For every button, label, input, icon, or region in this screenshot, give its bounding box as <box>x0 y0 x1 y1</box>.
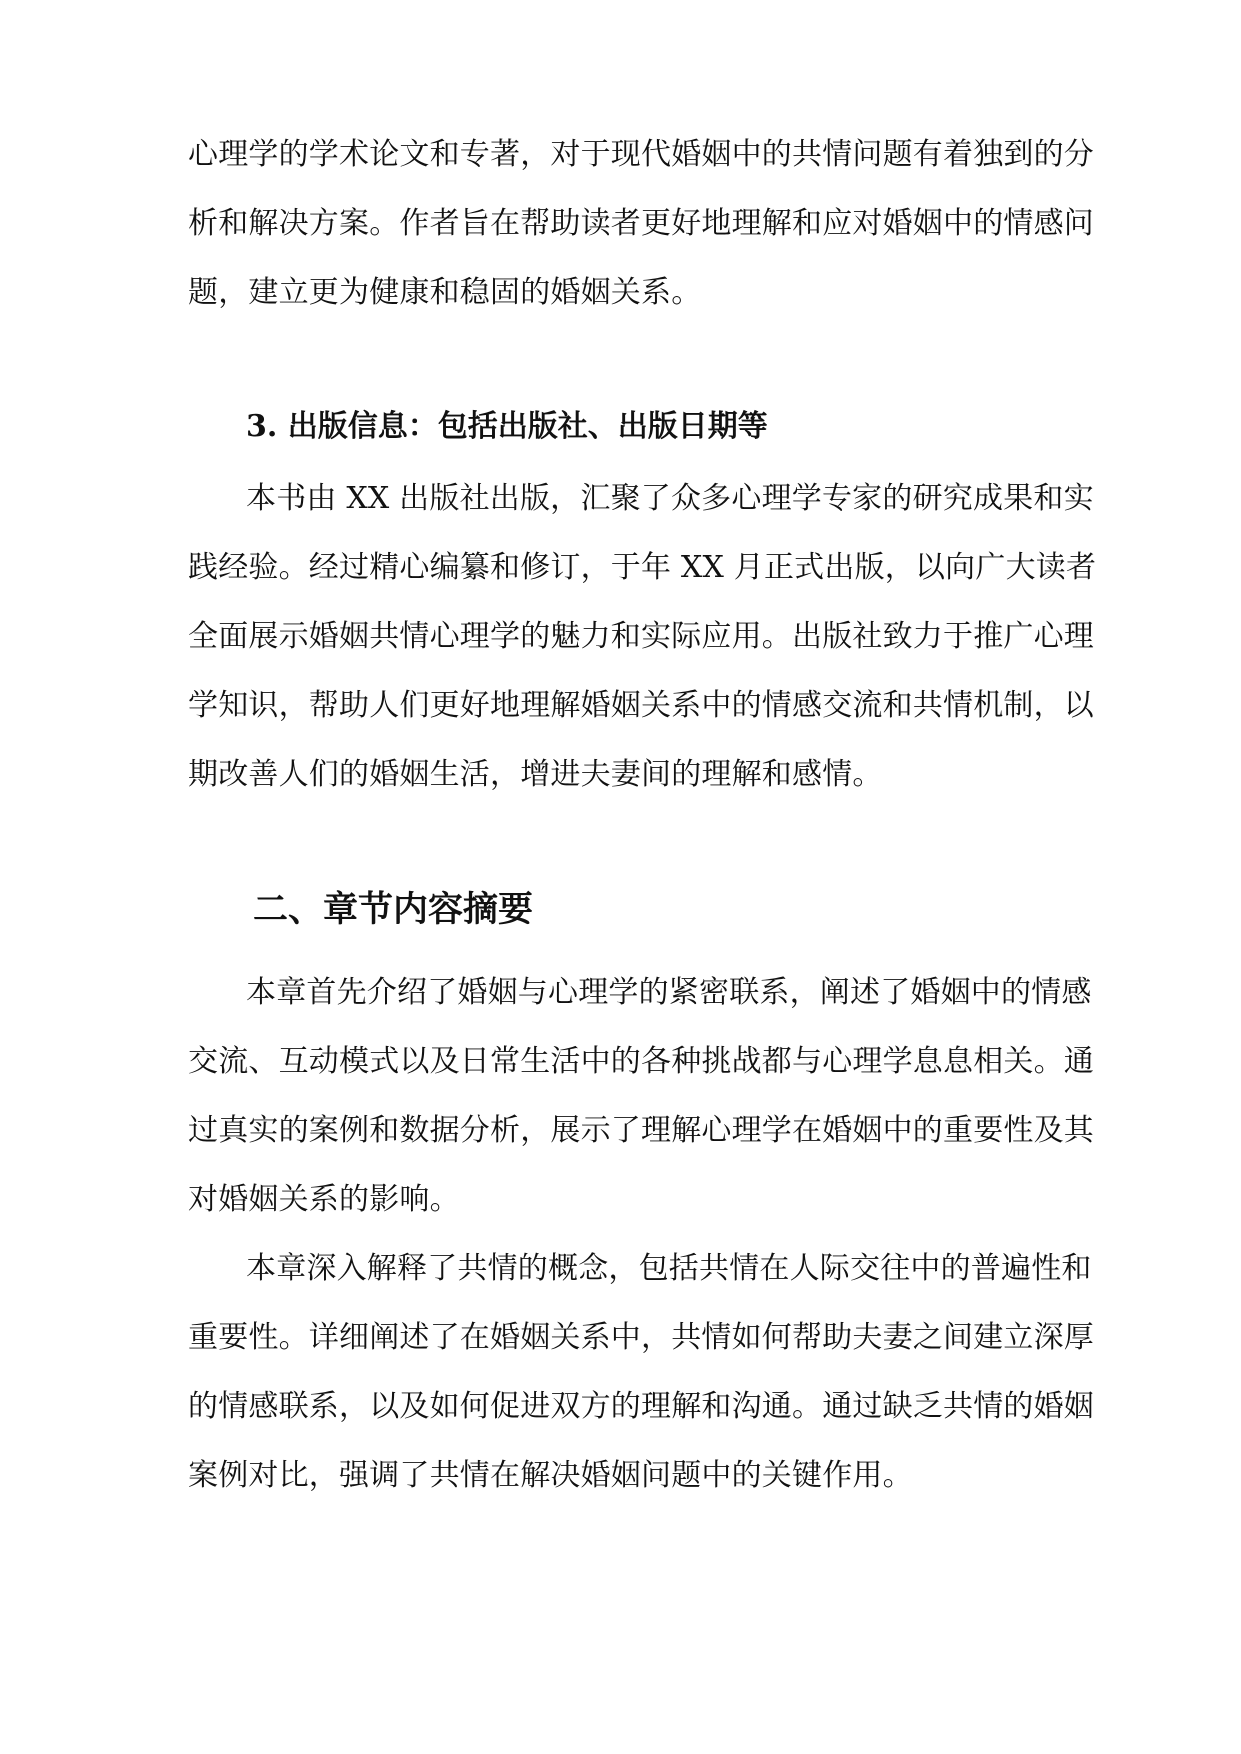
publication-paragraph-line-4: 学知识，帮助人们更好地理解婚姻关系中的情感交流和共情机制，以 <box>188 688 1094 723</box>
summary-paragraph1-line-2: 交流、互动模式以及日常生活中的各种挑战都与心理学息息相关。通 <box>188 1044 1094 1079</box>
publication-paragraph-line-5: 期改善人们的婚姻生活，增进夫妻间的理解和感情。 <box>188 757 883 792</box>
intro-paragraph-line-1: 心理学的学术论文和专著，对于现代婚姻中的共情问题有着独到的分 <box>188 137 1094 172</box>
summary-paragraph2-line-2: 重要性。详细阐述了在婚姻关系中，共情如何帮助夫妻之间建立深厚 <box>188 1320 1094 1355</box>
publication-paragraph-line-2: 践经验。经过精心编纂和修订，于年 XX 月正式出版，以向广大读者 <box>188 550 1097 585</box>
publication-info-heading: 3. 出版信息：包括出版社、出版日期等 <box>246 409 768 444</box>
publication-paragraph-line-1: 本书由 XX 出版社出版，汇聚了众多心理学专家的研究成果和实 <box>246 481 1094 516</box>
chapter-summary-heading: 二、章节内容摘要 <box>253 889 534 930</box>
publication-paragraph-line-3: 全面展示婚姻共情心理学的魅力和实际应用。出版社致力于推广心理 <box>188 619 1094 654</box>
summary-paragraph2-line-4: 案例对比，强调了共情在解决婚姻问题中的关键作用。 <box>188 1458 913 1493</box>
summary-paragraph1-line-3: 过真实的案例和数据分析，展示了理解心理学在婚姻中的重要性及其 <box>188 1113 1094 1148</box>
summary-paragraph2-line-3: 的情感联系，以及如何促进双方的理解和沟通。通过缺乏共情的婚姻 <box>188 1389 1094 1424</box>
summary-paragraph1-line-4: 对婚姻关系的影响。 <box>188 1182 460 1217</box>
intro-paragraph-line-3: 题，建立更为健康和稳固的婚姻关系。 <box>188 275 702 310</box>
summary-paragraph1-line-1: 本章首先介绍了婚姻与心理学的紧密联系，阐述了婚姻中的情感 <box>246 975 1092 1010</box>
summary-paragraph2-line-1: 本章深入解释了共情的概念，包括共情在人际交往中的普遍性和 <box>246 1251 1092 1286</box>
intro-paragraph-line-2: 析和解决方案。作者旨在帮助读者更好地理解和应对婚姻中的情感问 <box>188 206 1094 241</box>
